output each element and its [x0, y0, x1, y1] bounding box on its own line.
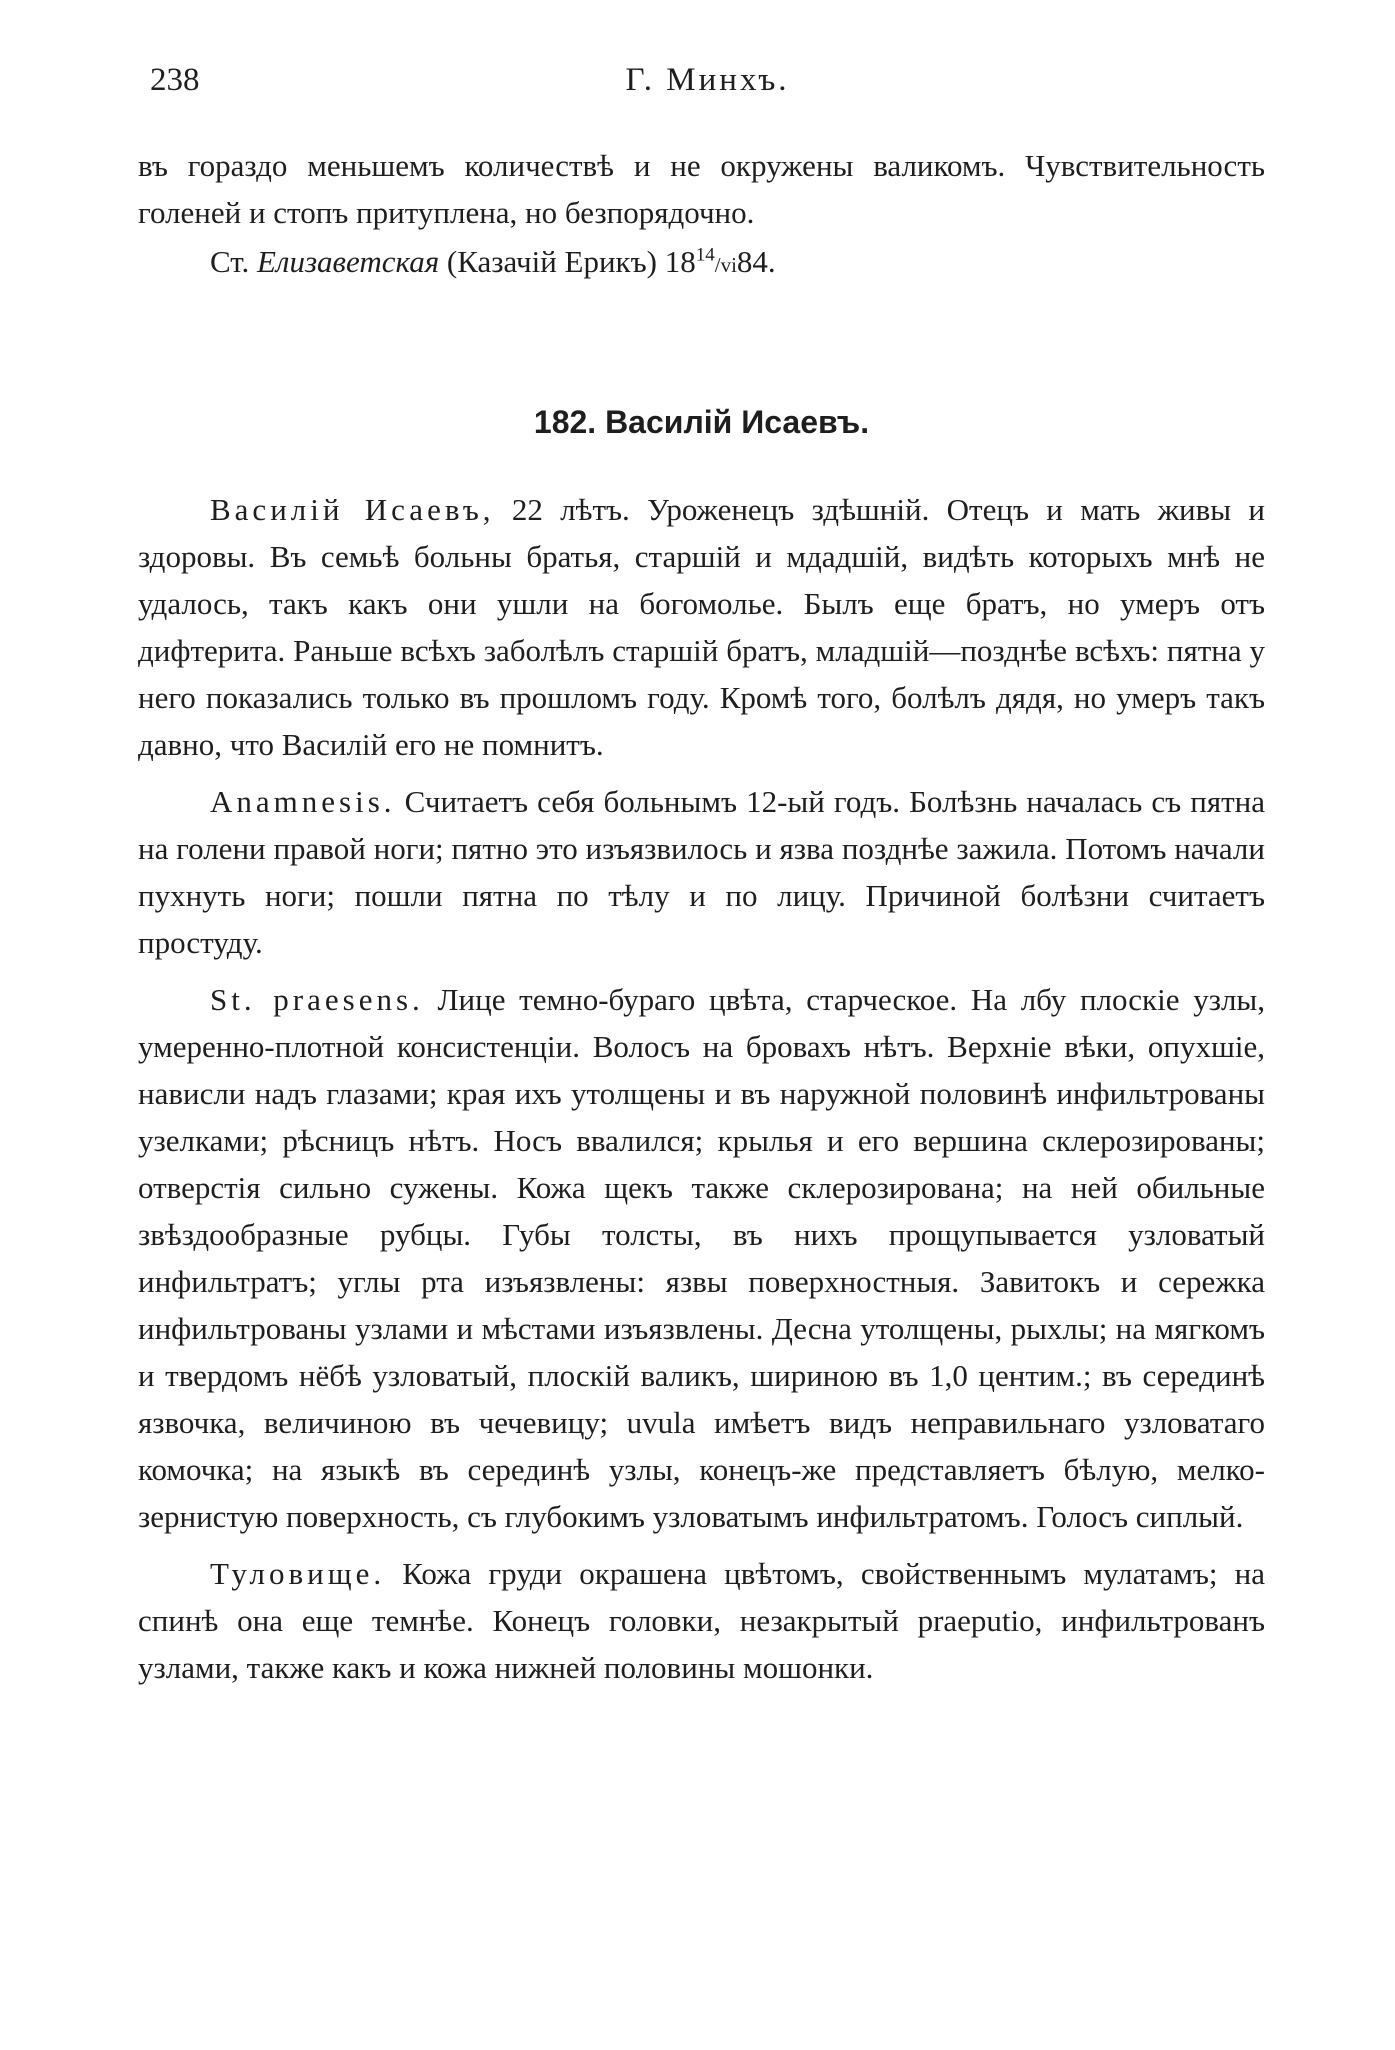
- page-number: 238: [150, 62, 200, 98]
- case-heading: 182. Василій Исаевъ.: [533, 404, 870, 440]
- paragraph-lead: Василій Исаевъ,: [210, 492, 495, 527]
- running-header: [150, 62, 1265, 112]
- running-title: Г. Минхъ.: [625, 62, 790, 98]
- paragraph-text: 22 лѣтъ. Уроженецъ здѣшній. Отецъ и мать живы и здоровы. Въ семьѣ больны братья, старшій и мдадшій, видѣть которыхъ мнѣ не удалось, такъ какъ они ушли на богомолье. Былъ еще братъ, но умеръ отъ дифтерита. Раньше всѣхъ заболѣлъ старшій братъ, младшій—позднѣе всѣхъ: пятна у него показались только въ прошломъ году. Кромѣ того, болѣлъ дядя, но умеръ такъ давно, что Василій его не помнитъ.: [138, 492, 1265, 762]
- paragraph-text: Лице темно-бураго цвѣта, старческое. На лбу плоскіе узлы, умеренно-плотной консистенціи. Волосъ на бровахъ нѣтъ. Верхніе вѣки, опухшіе, нависли надъ глазами; края ихъ утолщены и въ наружной половинѣ инфильтрованы узелками; рѣсницъ нѣтъ. Носъ ввалился; крылья и его вершина склерозированы; отверстія сильно сужены. Кожа щекъ также склерозирована; на ней обильные звѣздообразные рубцы. Губы толсты, въ нихъ прощупывается узловатый инфильтратъ; углы рта изъязвлены: язвы поверхностныя. Завитокъ и сережка инфильтрованы узлами и мѣстами изъязвлены. Десна утолщены, рыхлы; на мягкомъ и твердомъ нёбѣ узловатый, плоскій валикъ, шириною въ 1,0 центим.; въ серединѣ язвочка, величиною въ чечевицу; uvula имѣетъ видъ неправильнаго узловатаго комочка; на языкѣ въ серединѣ узлы, конецъ-же представляетъ бѣлую, мелко-зернистую поверхность, съ глубокимъ узловатымъ инфильтратомъ. Голосъ сиплый.: [138, 982, 1265, 1534]
- paragraph-history: [138, 486, 1265, 768]
- paragraph-lead: Туловище.: [210, 1556, 386, 1591]
- paragraph-text: Кожа груди окрашена цвѣтомъ, свойственнымъ мулатамъ; на спинѣ она еще темнѣе. Конецъ головки, незакрытый praeputio, инфильтрованъ узлами, также какъ и кожа нижней половины мошонки.: [138, 1556, 1265, 1685]
- location-detail: (Казачій Ерикъ): [446, 244, 657, 279]
- paragraph-text: Считаетъ себя больнымъ 12-ый годъ. Болѣзнь началась съ пятна на голени правой ноги; пятно это изъязвилось и язва позднѣе зажила. Потомъ начали пухнуть ноги; пошли пятна по тѣлу и по лицу. Причиной болѣзни считаетъ простуду.: [138, 784, 1265, 960]
- location-date: [665, 244, 776, 279]
- location-place: Елизаветская: [256, 244, 440, 279]
- date-month: /vi: [714, 253, 737, 277]
- paragraph-status-praesens: [138, 976, 1265, 1540]
- paragraph-anamnesis: [138, 778, 1265, 966]
- location-prefix: Ст.: [210, 244, 250, 279]
- date-year: 84.: [736, 244, 776, 279]
- date-superscript: 14: [695, 244, 715, 266]
- date-day: 18: [664, 244, 696, 279]
- paragraph-lead: Anamnesis.: [210, 784, 396, 819]
- location-line: [138, 238, 1265, 289]
- paragraph-trunk: [138, 1550, 1265, 1691]
- paragraph-lead: St. praesens.: [210, 982, 424, 1017]
- continuation-paragraph: въ гораздо меньшемъ количествѣ и не окружены валикомъ. Чувствительность голеней и стопъ притуплена, но безпорядочно.: [138, 148, 1265, 230]
- text-block: [138, 142, 1265, 1691]
